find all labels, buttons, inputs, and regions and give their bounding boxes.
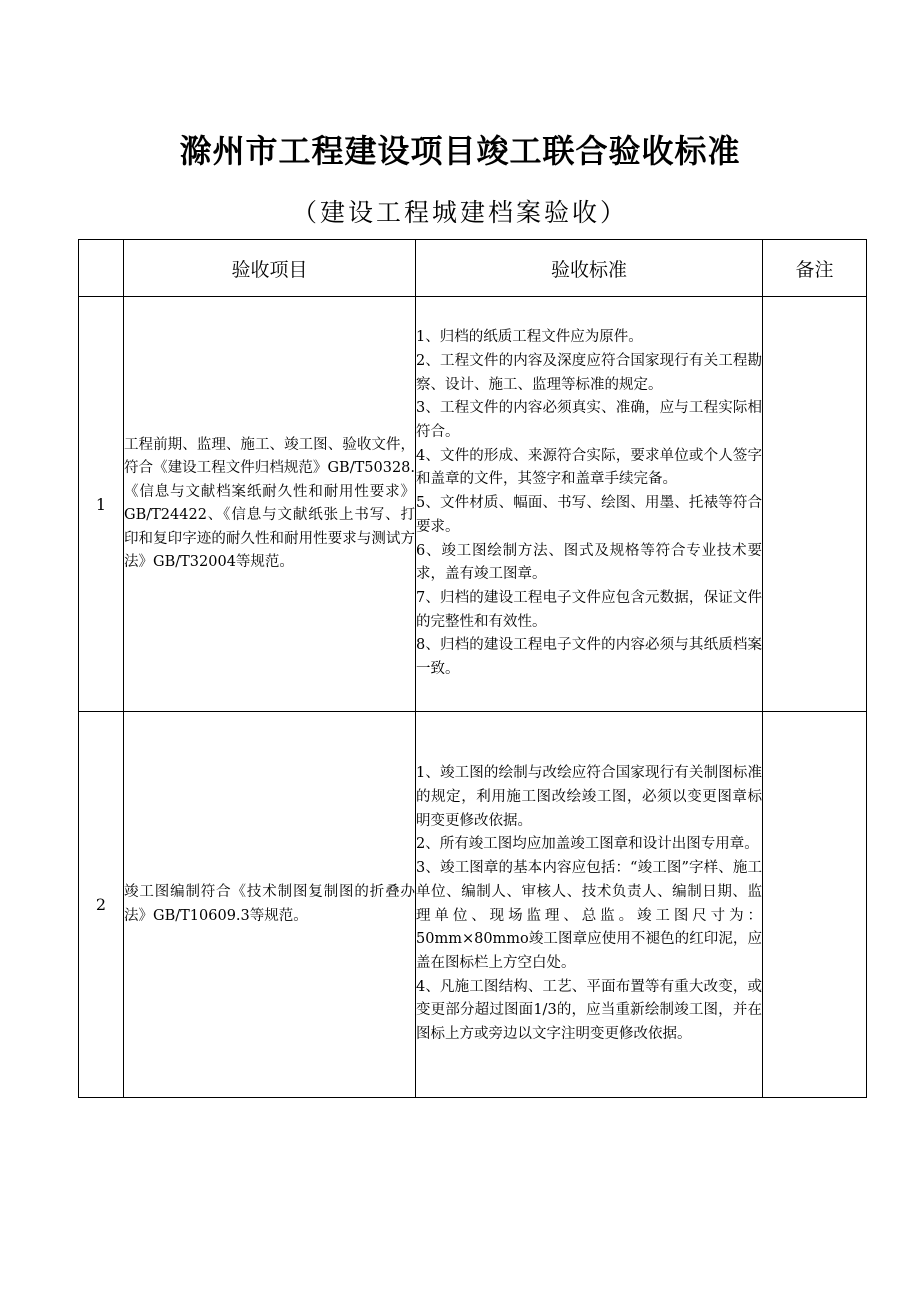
standard-clause: 4、文件的形成、来源符合实际，要求单位或个人签字和盖章的文件，其签字和盖章手续完备。 xyxy=(416,447,762,488)
standard-clause: 3、工程文件的内容必须真实、准确，应与工程实际相符合。 xyxy=(416,400,762,441)
standard-clause: 7、归档的建设工程电子文件应包含元数据，保证文件的完整性和有效性。 xyxy=(416,589,762,630)
row-number: 2 xyxy=(79,712,124,1098)
note-cell xyxy=(763,712,867,1098)
standard-clause: 5、文件材质、幅面、书写、绘图、用墨、托裱等符合要求。 xyxy=(416,495,762,535)
standard-clause: 2、所有竣工图均应加盖竣工图章和设计出图专用章。 xyxy=(416,836,759,853)
table-row xyxy=(79,297,867,712)
acceptance-standard xyxy=(416,712,763,1098)
row-number: 1 xyxy=(79,297,124,712)
page-title: 滁州市工程建设项目竣工联合验收标准 xyxy=(179,132,741,170)
page-subtitle: （建设工程城建档案验收） xyxy=(291,198,628,227)
table-row xyxy=(79,712,867,1098)
table-header-row xyxy=(79,240,867,297)
standard-clause: 6、竣工图绘制方法、图式及规格等符合专业技术要求，盖有竣工图章。 xyxy=(416,542,762,583)
header-note: 备注 xyxy=(763,240,867,297)
acceptance-standard xyxy=(416,297,763,712)
standard-clause: 4、凡施工图结构、工艺、平面布置等有重大改变，或变更部分超过图面1/3的，应当重新绘制竣工图，并在图标上方或旁边以文字注明变更修改依据。 xyxy=(416,978,762,1043)
standard-clause: 1、归档的纸质工程文件应为原件。 xyxy=(416,329,643,346)
standard-clause: 8、归档的建设工程电子文件的内容必须与其纸质档案一致。 xyxy=(416,637,762,678)
standard-clause: 1、竣工图的绘制与改绘应符合国家现行有关制图标准的规定，利用施工图改绘竣工图，必须以变更图章标明变更修改依据。 xyxy=(416,765,762,829)
header-standard: 验收标准 xyxy=(416,240,763,297)
acceptance-item: 工程前期、监理、施工、竣工图、验收文件，符合《建设工程文件归档规范》GB/T50328.《信息与文献档案纸耐久性和耐用性要求》GB/T24422、《信息与文献纸张上书写、打印和复印字迹的耐久性和耐用性要求与测试方法》GB/T32004等规范。 xyxy=(124,297,416,712)
acceptance-table xyxy=(78,239,867,1098)
standard-clause: 2、工程文件的内容及深度应符合国家现行有关工程勘察、设计、施工、监理等标准的规定。 xyxy=(416,352,762,393)
note-cell xyxy=(763,297,867,712)
acceptance-item: 竣工图编制符合《技术制图复制图的折叠办法》GB/T10609.3等规范。 xyxy=(124,712,416,1098)
header-item: 验收项目 xyxy=(124,240,416,297)
standard-clause: 3、竣工图章的基本内容应包括：“竣工图”字样、施工单位、编制人、审核人、技术负责人、编制日期、监理单位、现场监理、总监。竣工图尺寸为：50mm×80mmo竣工图章应使用不褪色的红印泥，应盖在图标栏上方空白处。 xyxy=(416,860,762,971)
header-number xyxy=(79,240,124,297)
